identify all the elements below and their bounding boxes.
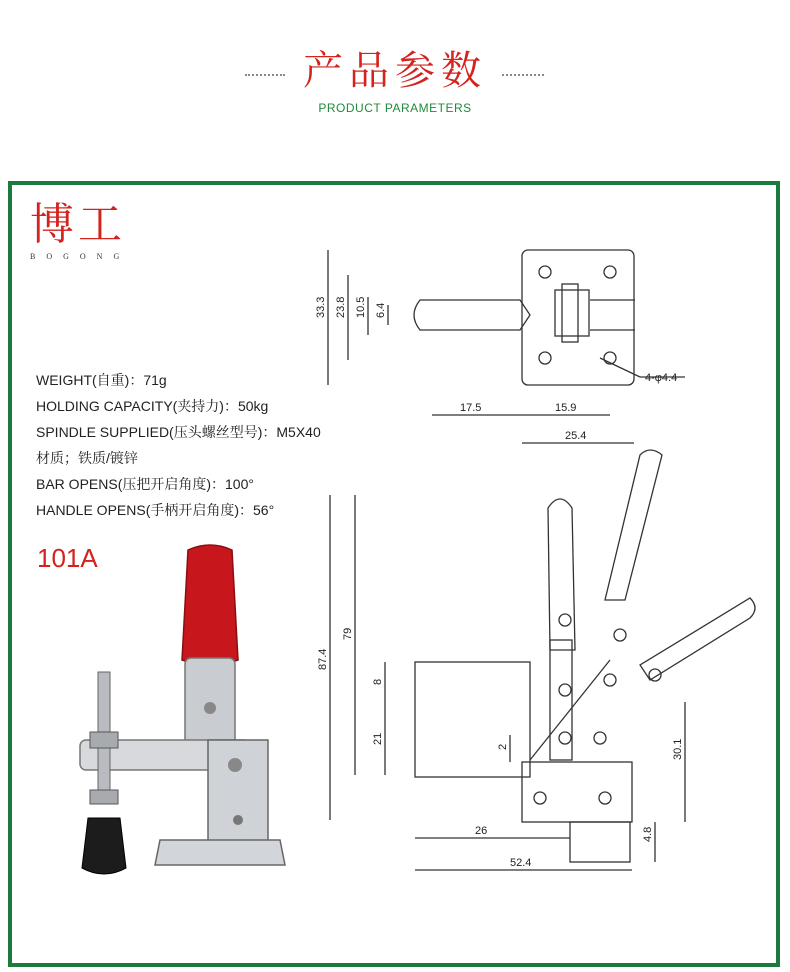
top-view-bar — [414, 300, 530, 330]
product-photo — [60, 540, 290, 880]
spec-holding-capacity: HOLDING CAPACITY(夹持力)：50kg — [36, 398, 269, 414]
page-subtitle: PRODUCT PARAMETERS — [318, 101, 472, 115]
dim-side-8: 8 — [372, 678, 384, 685]
dim-top-23-8: 23.8 — [335, 296, 347, 318]
technical-drawing — [300, 240, 770, 890]
spec-list — [36, 370, 321, 526]
model-number: 101A — [37, 543, 98, 573]
dim-side-79: 79 — [342, 627, 354, 640]
side-view-body — [415, 662, 530, 777]
dim-top-25-4: 25.4 — [565, 430, 587, 442]
dim-side-52-4: 52.4 — [510, 857, 532, 869]
dim-top-33-3: 33.3 — [315, 296, 327, 318]
spec-material: 材质；铁质/镀锌 — [36, 450, 138, 466]
dim-side-4-8: 4.8 — [642, 826, 654, 842]
spec-bar-opens: BAR OPENS(压把开启角度)：100° — [36, 476, 254, 492]
header-line-right — [502, 74, 544, 76]
dim-side-21: 21 — [372, 732, 384, 745]
dim-top-17-5: 17.5 — [460, 402, 482, 414]
dim-top-6-4: 6.4 — [375, 302, 387, 318]
dim-top-holes: 4-φ4.4 — [645, 372, 678, 384]
dim-side-2: 2 — [497, 743, 509, 750]
spec-spindle: SPINDLE SUPPLIED(压头螺丝型号)：M5X40 — [36, 424, 321, 440]
dim-side-87-4: 87.4 — [317, 648, 329, 670]
spec-weight: WEIGHT(自重)：71g — [36, 372, 167, 388]
dim-top-10-5: 10.5 — [355, 296, 367, 318]
side-view-handle — [548, 499, 575, 650]
spec-handle-opens: HANDLE OPENS(手柄开启角度)：56° — [36, 502, 275, 518]
dim-side-26: 26 — [475, 825, 488, 837]
dim-top-15-9: 15.9 — [555, 402, 577, 414]
logo-chinese: 博工 — [30, 199, 126, 250]
logo-english: BOGONG — [30, 252, 131, 261]
page-title: 产品参数 — [303, 48, 487, 94]
brand-logo — [30, 200, 130, 261]
dim-side-30-1: 30.1 — [672, 738, 684, 760]
